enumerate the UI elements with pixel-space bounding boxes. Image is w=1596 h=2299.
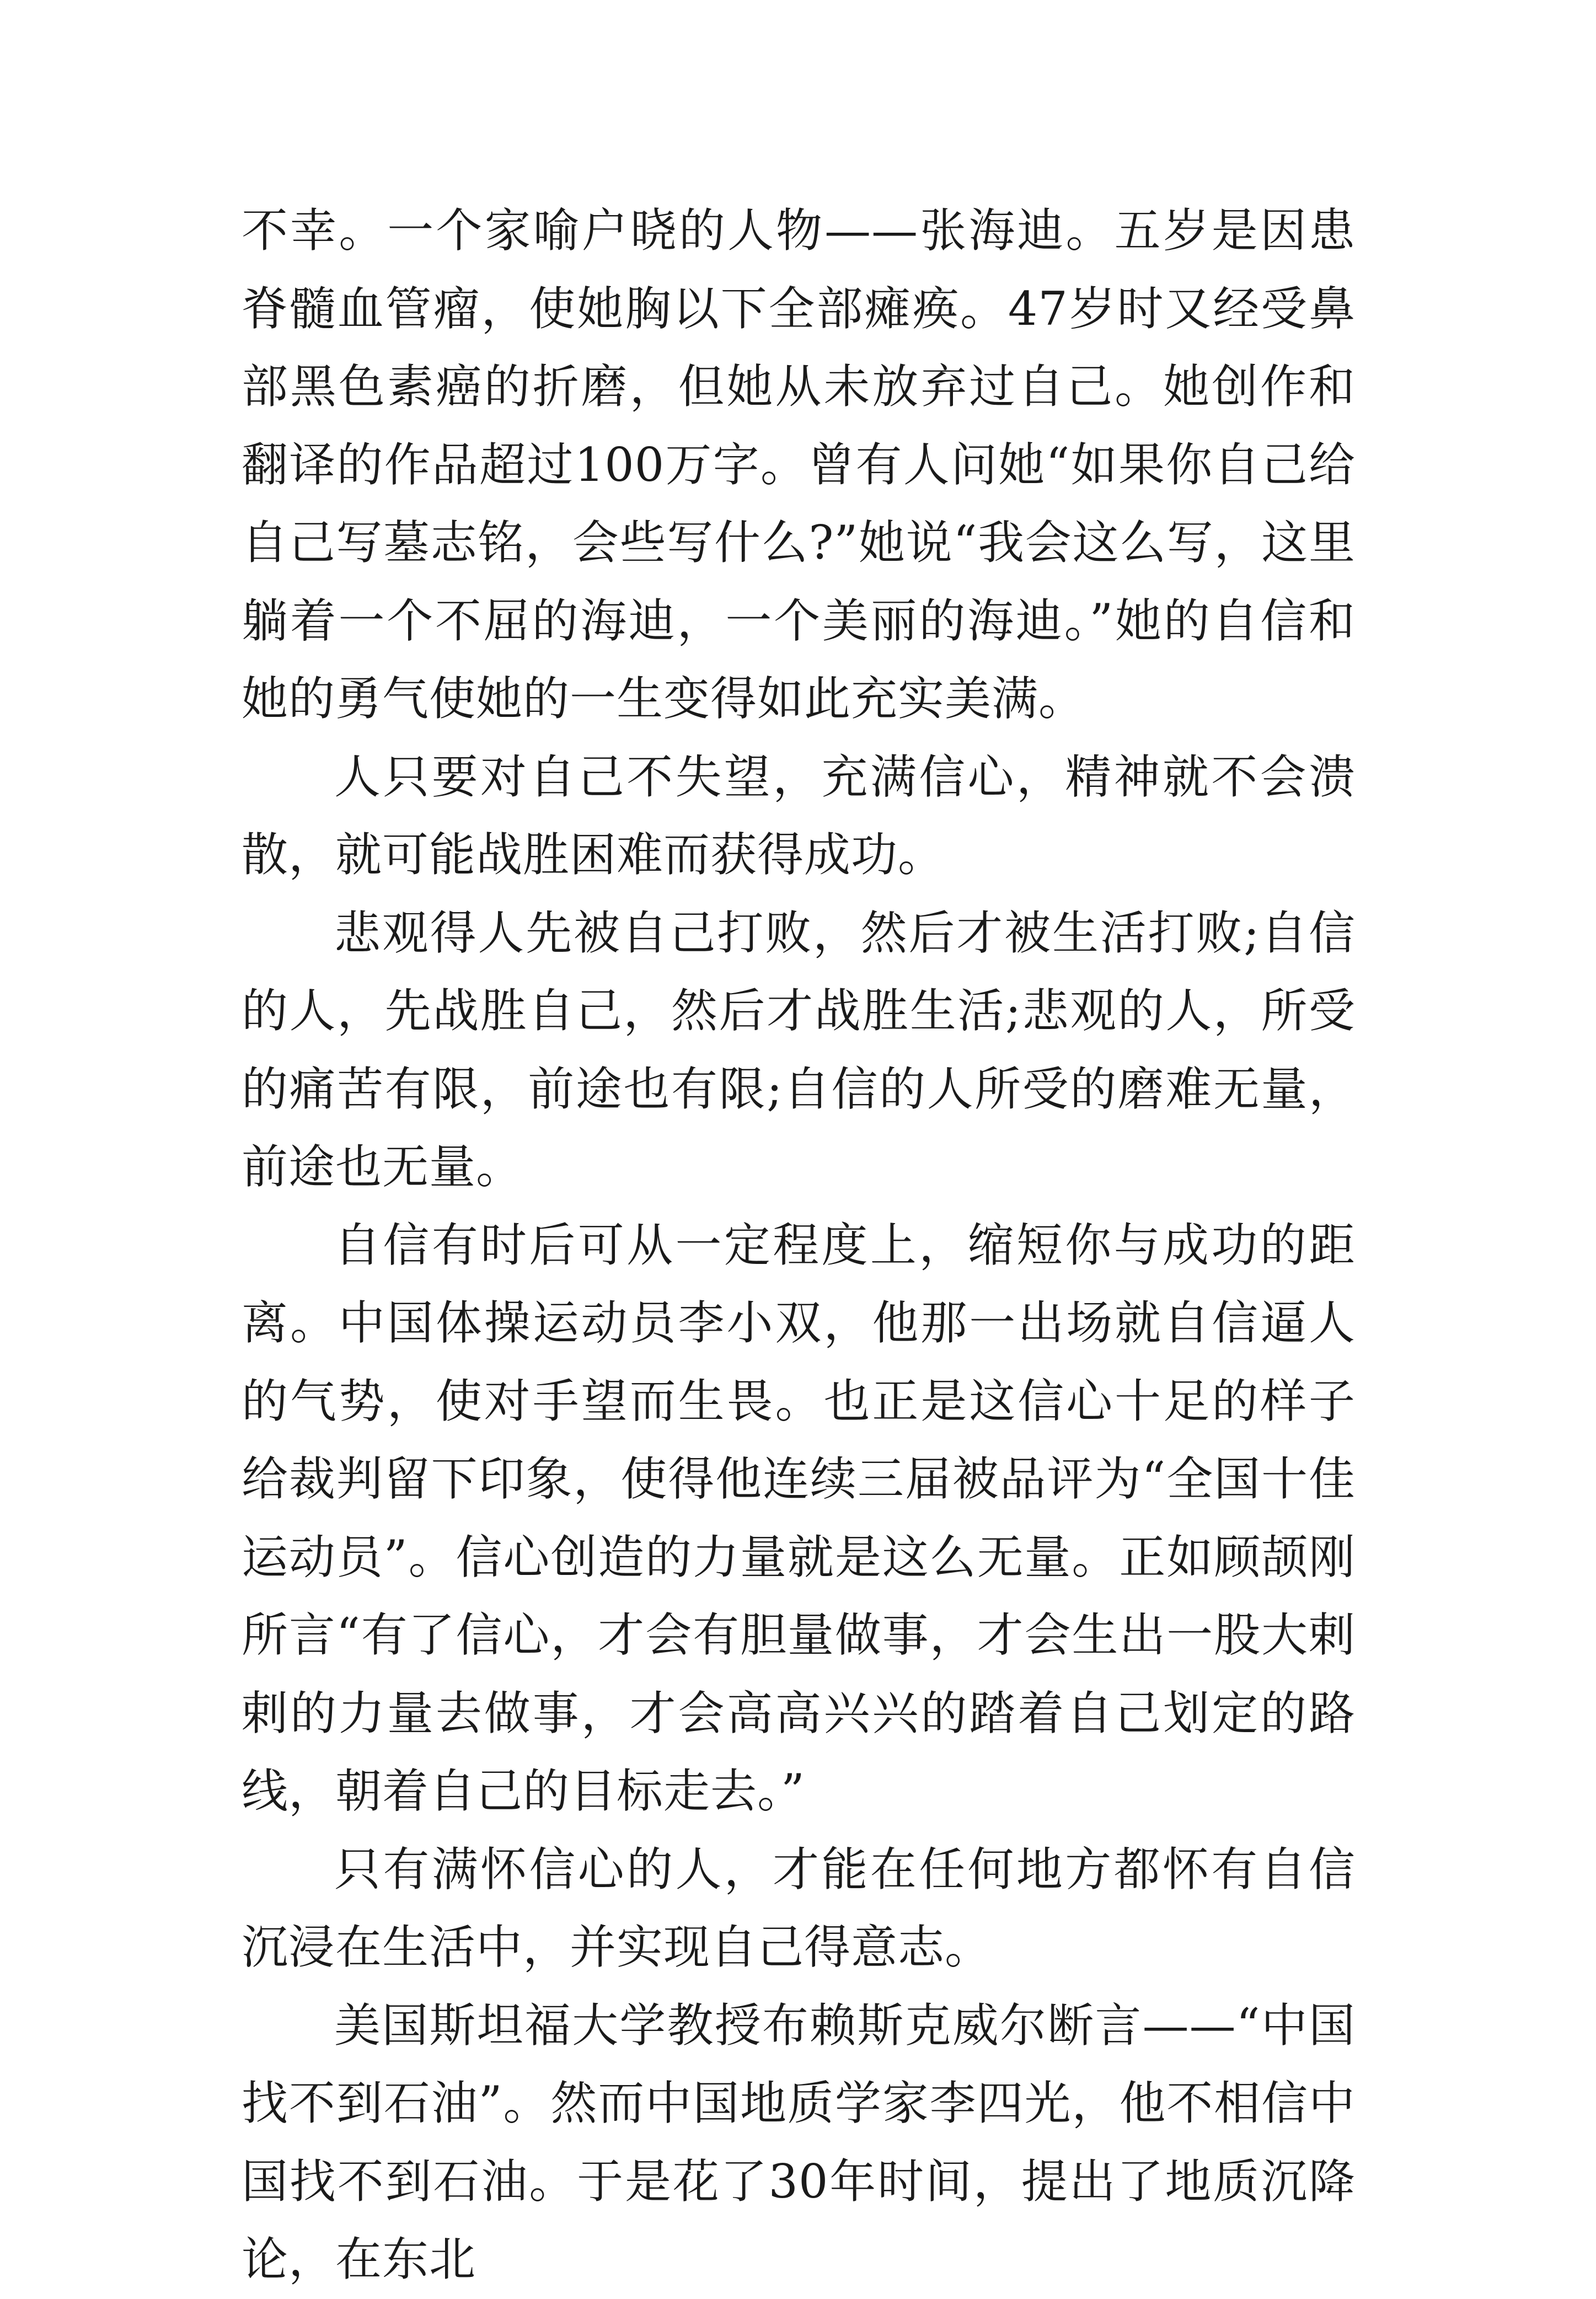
paragraph-confidence: 人只要对自己不失望，充满信心，精神就不会溃散，就可能战胜困难而获得成功。 <box>242 749 1356 882</box>
paragraph-will: 只有满怀信心的人，才能在任何地方都怀有自信沉浸在生活中，并实现自己得意志。 <box>242 1842 1356 1974</box>
paragraph-pessimism: 悲观得人先被自己打败，然后才被生活打败;自信的人，先战胜自己，然后才战胜生活;悲观的人，所受的痛苦有限，前途也有限;自信的人所受的磨难无量，前途也无量。 <box>242 905 1356 1194</box>
paragraph-zhang-haidi: 不幸。一个家喻户晓的人物——张海迪。五岁是因患脊髓血管瘤，使她胸以下全部瘫痪。47岁时又经受鼻部黑色素癌的折磨，但她从未放弃过自己。她创作和翻译的作品超过100万字。曾有人问她“如果你自己给自己写墓志铭，会些写什么?”她说“我会这么写，这里躺着一个不屈的海迪，一个美丽的海迪。”她的自信和她的勇气使她的一生变得如此充实美满。 <box>242 203 1356 726</box>
paragraph-li-siguang: 美国斯坦福大学教授布赖斯克威尔断言——“中国找不到石油”。然而中国地质学家李四光，他不相信中国找不到石油。于是花了30年时间，提出了地质沉降论，在东北 <box>242 1998 1356 2286</box>
body-text <box>242 192 1356 2299</box>
paragraph-li-xiaoshuang: 自信有时后可从一定程度上，缩短你与成功的距离。中国体操运动员李小双，他那一出场就自信逼人的气势，使对手望而生畏。也正是这信心十足的样子给裁判留下印象，使得他连续三届被品评为“全国十佳运动员”。信心创造的力量就是这么无量。正如顾颉刚所言“有了信心，才会有胆量做事，才会生出一股大剌剌的力量去做事，才会高高兴兴的踏着自己划定的路线，朝着自己的目标走去。” <box>242 1218 1356 1818</box>
